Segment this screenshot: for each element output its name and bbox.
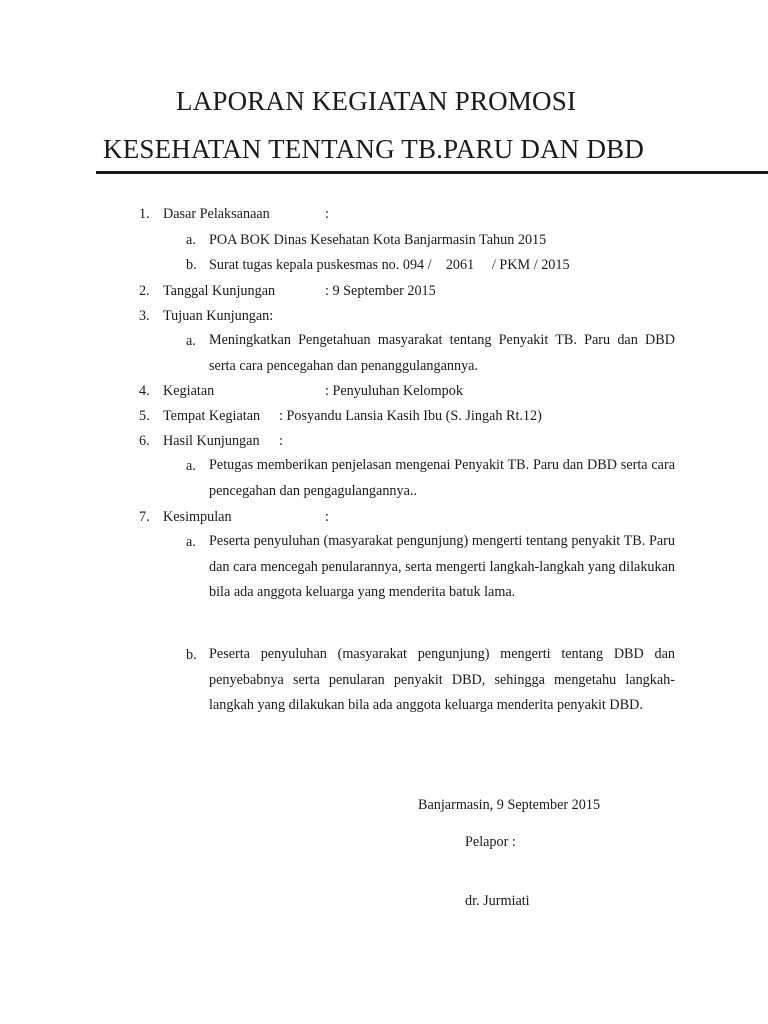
item-label-dasar-pelaksanaan: Dasar Pelaksanaan [163,206,270,222]
sub-text: Peserta penyuluhan (masyarakat pengunjung) mengerti tentang DBD dan penyebabnya serta penularan penyakit DBD, sehingga mengetahu langkah-langkah yang dilakukan bila ada anggota keluarga menderita penyakit DBD. [209,646,675,713]
item-value: : [325,509,329,525]
sub-letter: a. [186,333,196,349]
sub-text: Meningkatkan Pengetahuan masyarakat tentang Penyakit TB. Paru dan DBD serta cara pencegahan dan penanggulangannya. [209,332,675,374]
sub-text: POA BOK Dinas Kesehatan Kota Banjarmasin Tahun 2015 [209,232,547,248]
item-number: 4. [139,383,150,399]
item-number: 3. [139,308,150,324]
item-label-kegiatan: Kegiatan [163,383,215,399]
item-number: 6. [139,433,150,449]
item-value: : 9 September 2015 [325,283,436,299]
item-label-kesimpulan: Kesimpulan [163,509,232,525]
sub-text: Surat tugas kepala puskesmas no. 094 / 2061 / PKM / 2015 [209,257,570,273]
item-number: 2. [139,283,150,299]
item-label-hasil-kunjungan: Hasil Kunjungan [163,433,260,449]
signature-name: dr. Jurmiati [465,893,530,909]
signature-role: Pelapor : [465,834,516,850]
item-number: 1. [139,206,150,222]
sub-letter: a. [186,458,196,474]
sub-letter: b. [186,647,197,663]
item-label-tanggal-kunjungan: Tanggal Kunjungan [163,283,276,299]
item-value: : [325,206,329,222]
sub-text: Petugas memberikan penjelasan mengenai Penyakit TB. Paru dan DBD serta cara pencegahan dan pengagulangannya.. [209,457,675,499]
item-label-tujuan-kunjungan: Tujuan Kunjungan: [163,308,274,324]
sub-letter: a. [186,232,196,248]
sub-letter: b. [186,257,197,273]
sub-text: Peserta penyuluhan (masyarakat pengunjung) mengerti tentang penyakit TB. Paru dan cara mencegah penularannya, serta mengerti langkah-langkah yang dilakukan bila ada anggota keluarga yang menderita batuk lama. [209,533,675,600]
item-value: : Penyuluhan Kelompok [325,383,463,399]
item-number: 7. [139,509,150,525]
signature-place-date: Banjarmasin, 9 September 2015 [418,797,601,813]
sub-letter: a. [186,534,196,550]
title-line-2: KESEHATAN TENTANG TB.PARU DAN DBD [103,134,645,164]
item-value: : [279,433,283,449]
title-underline [96,171,768,174]
item-number: 5. [139,408,150,424]
item-label-tempat-kegiatan: Tempat Kegiatan [163,408,261,424]
item-value: : Posyandu Lansia Kasih Ibu (S. Jingah Rt.12) [279,408,542,424]
title-line-1: LAPORAN KEGIATAN PROMOSI [176,86,577,116]
